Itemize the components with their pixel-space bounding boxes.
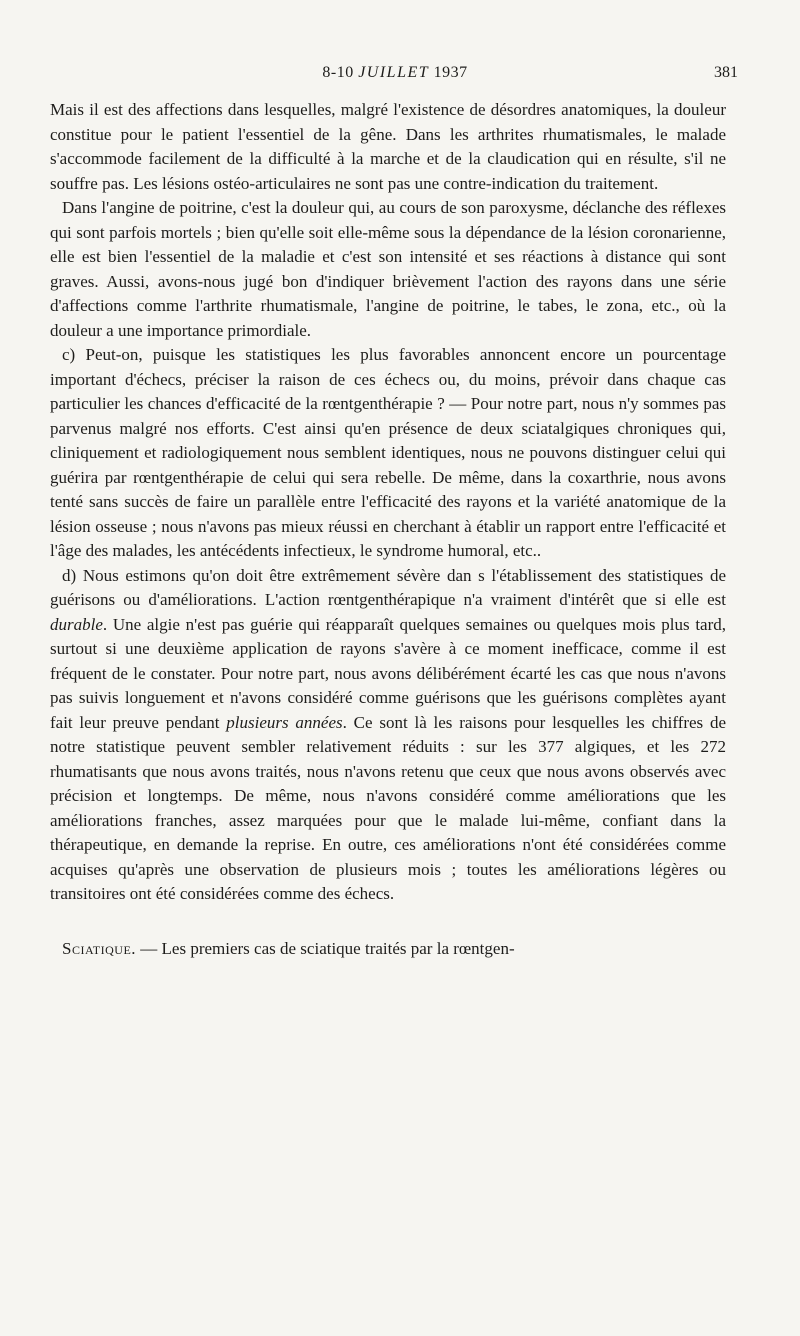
paragraph-1: Mais il est des affections dans lesquelles, malgré l'existence de désordres anatomiques, la douleur constitue pour le patient l'essentiel de la gêne. Dans les arthrites rhumatismales, le malade s'accommode facilement de la difficulté à la marche et de la claudication qui en résulte, s'il ne souffre pas. Les lésions ostéo-articulaires ne sont pas une contre-indication du traitement. bbox=[50, 100, 726, 193]
paragraph-5 bbox=[50, 937, 726, 962]
paragraph-2: Dans l'angine de poitrine, c'est la douleur qui, au cours de son paroxysme, déclanche des réflexes qui sont parfois mortels ; bien qu'elle soit elle-même sous la dépendance de la lésion coronarienne, elle est bien l'essentiel de la maladie et c'est son intensité et ses réactions à distance qui sont graves. Aussi, avons-nous jugé bon d'indiquer brièvement l'action des rayons dans une série d'affections comme l'arthrite rhumatismale, l'angine de poitrine, le tabes, le zona, etc., où la douleur a une importance primordiale. bbox=[50, 198, 726, 340]
header-day: 8-10 bbox=[322, 64, 354, 81]
header-month: JUILLET bbox=[358, 64, 430, 81]
header-date bbox=[52, 64, 738, 82]
page-number: 381 bbox=[714, 64, 738, 81]
body-text bbox=[50, 98, 726, 961]
paragraph-5-text: — Les premiers cas de sciatique traités par la rœntgen- bbox=[136, 938, 515, 958]
paragraph-3: c) Peut-on, puisque les statistiques les plus favorables annoncent encore un pourcentage important d'échecs, préciser la raison de ces échecs ou, du moins, prévoir dans chaque cas particulier les chances d'efficacité de la rœntgenthérapie ? — Pour notre part, nous n'y sommes pas parvenus malgré nos efforts. C'est ainsi qu'en présence de deux sciatalgiques chroniques qui, cliniquement et radiologiquement nous semblent identiques, nous ne pouvons distinguer celui qui guérira par rœntgenthérapie de celui qui sera rebelle. De même, dans la coxarthrie, nous avons tenté sans succès de faire un parallèle entre l'efficacité des rayons et la variété anatomique de la lésion osseuse ; nous n'avons pas mieux réussi en cherchant à établir un rapport entre l'efficacité et l'âge des malades, les antécédents infectieux, le syndrome humoral, etc.. bbox=[50, 345, 726, 560]
paragraph-4 bbox=[50, 564, 726, 907]
running-header bbox=[52, 64, 738, 88]
paragraph-4-emphasis-years: plusieurs années bbox=[226, 712, 343, 732]
header-year: 1937 bbox=[433, 64, 468, 81]
paragraph-4-part-2: . Une algie n'est pas guérie qui réapparaît quelques semaines ou quelques mois plus tard, surtout si une deuxième application de rayons s'avère à ce moment inefficace, comme il est fréquent de le constater. Pour notre part, nous avons délibérément écarté les cas que nous n'avons pas suivis longuement et n'avons considéré comme guérisons que les guérisons complètes ayant fait leur preuve pendant bbox=[50, 614, 726, 732]
paragraph-4-emphasis-durable: durable bbox=[50, 614, 103, 634]
paragraph-4-part-1: d) Nous estimons qu'on doit être extrêmement sévère dan s l'établissement des statistiques de guérisons ou d'améliorations. L'action rœntgenthérapique n'a vraiment d'intérêt que si elle est bbox=[50, 565, 726, 609]
section-heading-sciatique: Sciatique. bbox=[62, 938, 137, 958]
paragraph-4-part-3: . Ce sont là les raisons pour lesquelles les chiffres de notre statistique peuvent sembler relativement réduits : sur les 377 algiques, et les 272 rhumatisants que nous avons traités, nous n'avons retenu que ceux que nous avons observés avec précision et longtemps. De même, nous n'avons considéré comme améliorations que les améliorations franches, assez marquées pour que le malade lui-même, confiant dans la thérapeutique, en demande la reprise. En outre, ces améliorations n'ont été considérées comme acquises qu'après une observation de plusieurs mois ; toutes les améliorations légères ou transitoires ont été considérées comme des échecs. bbox=[50, 712, 727, 903]
